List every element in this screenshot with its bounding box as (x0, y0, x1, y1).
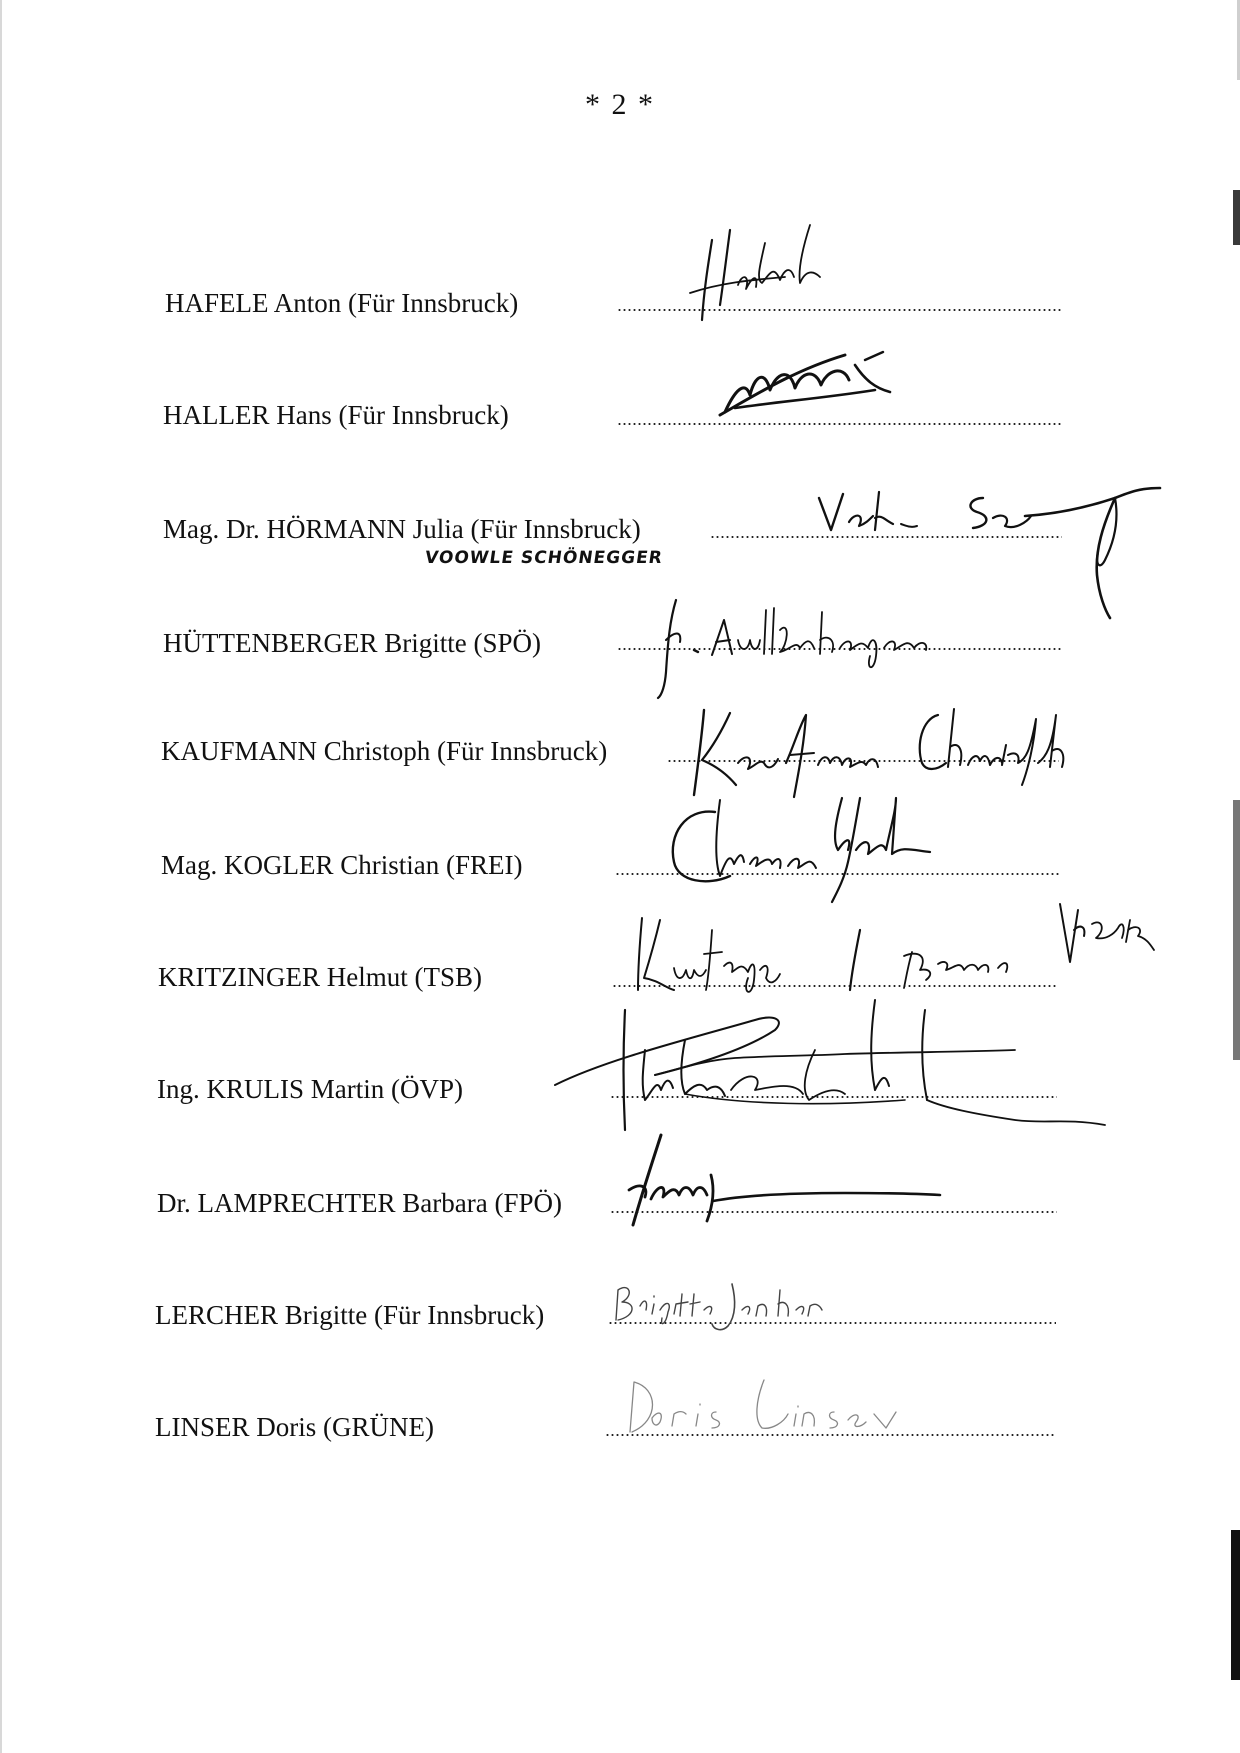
page-number: * 2 * (585, 88, 655, 121)
scan-edge-mark (1233, 190, 1240, 245)
signature-hafele (690, 225, 870, 335)
signatory-name: LERCHER Brigitte (Für Innsbruck) (155, 1300, 545, 1330)
signatory-name: HAFELE Anton (Für Innsbruck) (165, 288, 519, 318)
signature-kritzinger (630, 890, 1180, 1000)
signatory-row (0, 620, 1240, 680)
signatory-name: KRITZINGER Helmut (TSB) (158, 962, 482, 992)
signature-kaufmann (690, 705, 1090, 800)
signature-huettenberger (640, 600, 980, 700)
signature-lamprechter (615, 1135, 945, 1230)
signature-krulis (545, 990, 1125, 1140)
signatory-name: LINSER Doris (GRÜNE) (155, 1412, 434, 1442)
signature-haller (715, 350, 905, 425)
scan-edge-mark (1233, 800, 1240, 1060)
signatory-row (0, 280, 1240, 340)
signature-lercher (610, 1270, 860, 1340)
signatory-name: HALLER Hans (Für Innsbruck) (163, 400, 509, 430)
signatory-name: KAUFMANN Christoph (Für Innsbruck) (161, 736, 608, 766)
signatory-name: Ing. KRULIS Martin (ÖVP) (157, 1074, 463, 1104)
scan-edge-mark (1231, 1530, 1240, 1680)
signatory-name: HÜTTENBERGER Brigitte (SPÖ) (163, 628, 541, 658)
signatory-name: Mag. Dr. HÖRMANN Julia (Für Innsbruck) (163, 514, 641, 544)
signatory-name: Dr. LAMPRECHTER Barbara (FPÖ) (157, 1188, 562, 1218)
handwritten-substitute-note: VOOWLE SCHÖNEGGER (423, 548, 665, 568)
signatory-row (0, 392, 1240, 452)
signatory-name: Mag. KOGLER Christian (FREI) (161, 850, 523, 880)
signature-linser (612, 1370, 952, 1445)
